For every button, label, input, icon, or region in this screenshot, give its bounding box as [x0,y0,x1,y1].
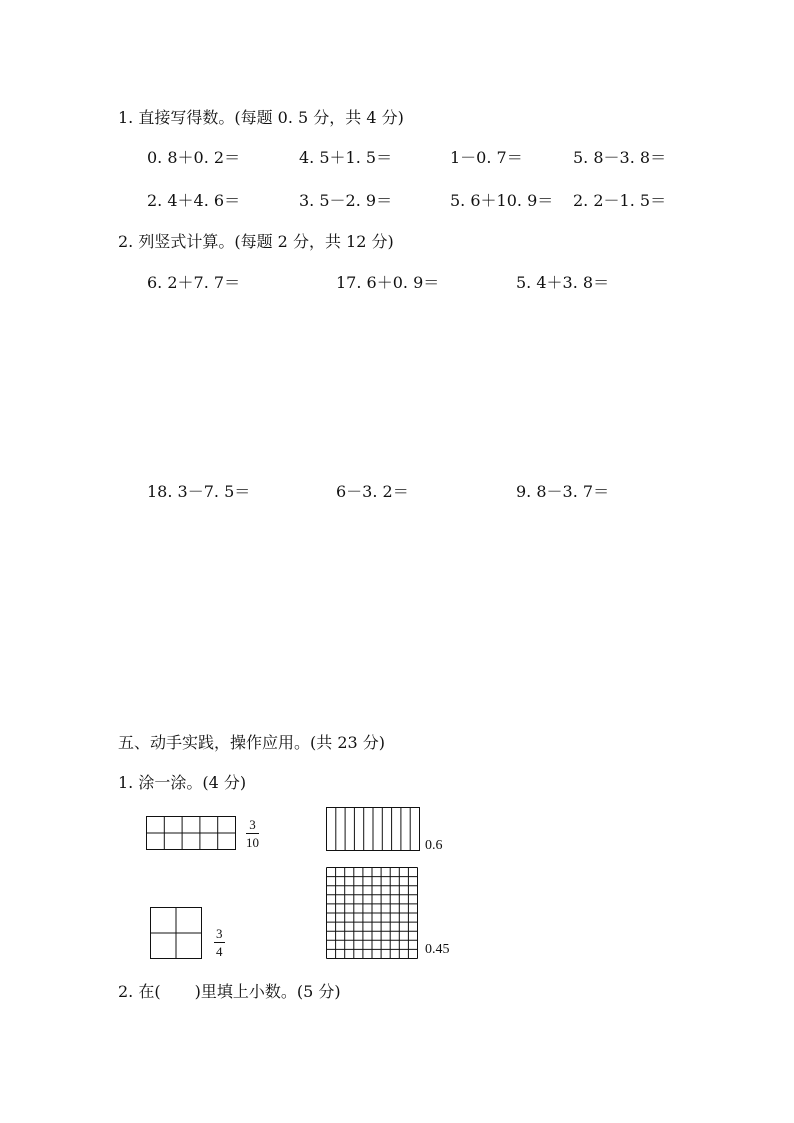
grid-10x10[interactable] [326,867,418,959]
grid-2x2[interactable] [150,907,202,959]
q2-heading [118,984,341,1000]
fraction-3-10 [246,818,259,849]
q2-suffix: )里填上小数。(5 分) [194,982,341,1001]
vertical-calc-item: 6－3. 2＝ [336,482,409,501]
oral-calc-item: 3. 5－2. 9＝ [299,191,393,210]
oral-calc-item: 1－0. 7＝ [450,148,523,167]
decimal-label-0-45: 0.45 [425,942,450,957]
fraction-3-4 [214,927,225,958]
oral-calc-item: 5. 6＋10. 9＝ [450,191,554,210]
vertical-calc-item: 17. 6＋0. 9＝ [336,273,440,292]
decimal-label-0-6: 0.6 [425,838,443,853]
section1-heading: 1. 直接写得数。(每题 0. 5 分，共 4 分) [118,108,404,127]
q2-prefix: 2. 在( [118,982,161,1001]
oral-calc-item: 2. 2－1. 5＝ [573,191,667,210]
fraction-numerator: 3 [216,926,223,941]
section2-heading: 2. 列竖式计算。(每题 2 分，共 12 分) [118,232,394,251]
strips-10[interactable] [326,807,420,851]
oral-calc-item: 0. 8＋0. 2＝ [147,148,241,167]
grid-2x5[interactable] [146,816,236,850]
fraction-numerator: 3 [246,818,259,834]
vertical-calc-item: 6. 2＋7. 7＝ [147,273,241,292]
section5-heading: 五、动手实践，操作应用。(共 23 分) [118,733,386,752]
vertical-calc-item: 18. 3－7. 5＝ [147,482,251,501]
fraction-denominator: 10 [246,835,259,850]
oral-calc-item: 4. 5＋1. 5＝ [299,148,393,167]
q1-heading: 1. 涂一涂。(4 分) [118,773,247,792]
oral-calc-item: 2. 4＋4. 6＝ [147,191,241,210]
fraction-denominator: 4 [216,944,223,959]
vertical-calc-item: 5. 4＋3. 8＝ [516,273,610,292]
oral-calc-item: 5. 8－3. 8＝ [573,148,667,167]
vertical-calc-item: 9. 8－3. 7＝ [516,482,610,501]
